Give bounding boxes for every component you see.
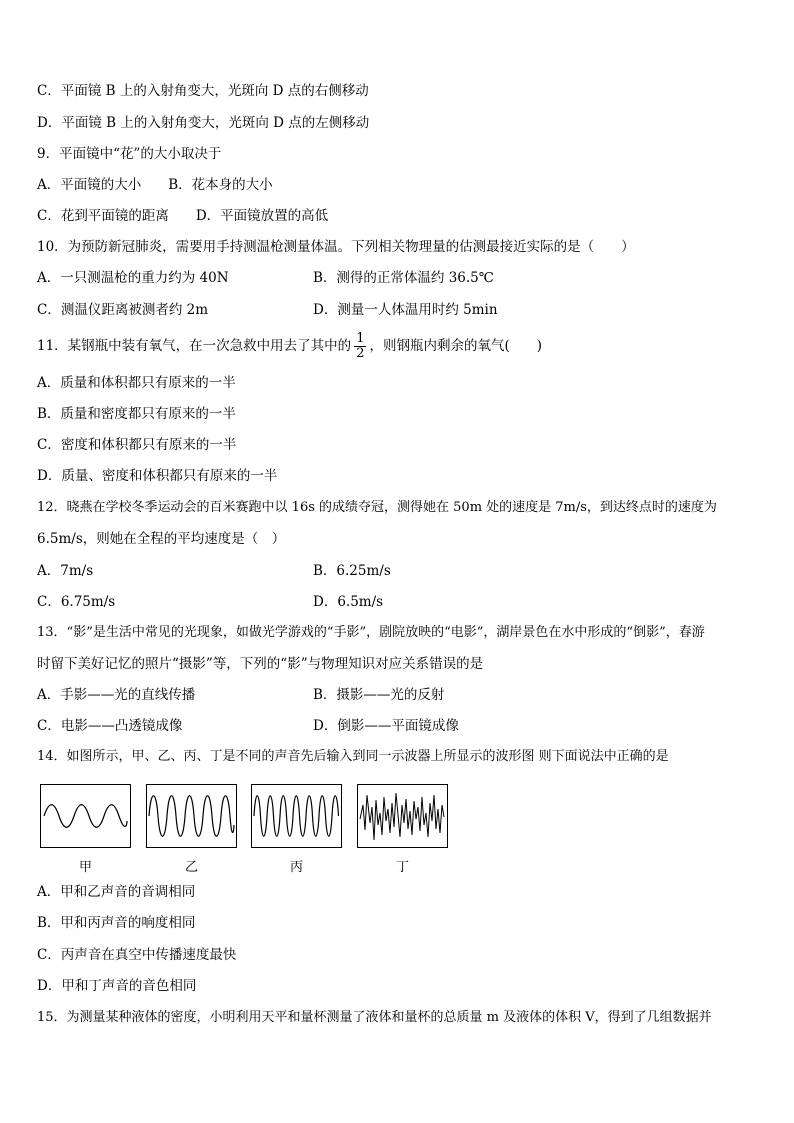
question-14-option-c: C．丙声音在真空中传播速度最快 (37, 947, 237, 963)
waveform-label-yi: 乙 (184, 860, 198, 875)
waveform-jia-line (44, 805, 127, 828)
fraction-denominator: 2 (356, 346, 365, 361)
question-11-option-d: D．质量、密度和体积都只有原来的一半 (37, 468, 278, 484)
question-10-option-d: D．测量一人体温用时约 5min (313, 302, 498, 318)
waveform-yi (146, 784, 237, 848)
waveform-label-jia: 甲 (78, 860, 92, 875)
question-9-options-ab: A．平面镜的大小 B．花本身的大小 (37, 177, 273, 193)
question-10-option-a: A．一只测温枪的重力约为 40N (37, 270, 229, 286)
option-d-q8: D．平面镜 B 上的入射角变大，光斑向 D 点的左侧移动 (37, 115, 370, 131)
waveform-ding-line (360, 793, 444, 840)
question-10-option-b: B．测得的正常体温约 36.5℃ (313, 270, 494, 286)
question-11 (37, 328, 542, 364)
question-9: 9．平面镜中“花”的大小取决于 (37, 146, 222, 162)
waveform-label-ding: 丁 (395, 860, 409, 875)
waveform-label-bing: 丙 (289, 860, 303, 875)
question-12-option-d: D．6.5m/s (313, 594, 384, 610)
question-13-option-a: A．手影——光的直线传播 (37, 687, 196, 703)
question-11-option-b: B．质量和密度都只有原来的一半 (37, 406, 236, 422)
question-11-text: 11．某钢瓶中装有氧气，在一次急救中用去了其中的 (37, 338, 352, 354)
waveform-yi-line (149, 796, 234, 837)
question-9-options-cd: C．花到平面镜的距离 D．平面镜放置的高低 (37, 208, 329, 224)
waveform-jia (40, 784, 131, 848)
question-12-line-1: 12．晓燕在学校冬季运动会的百米赛跑中以 16s 的成绩夺冠，测得她在 50m 处的速度是 7m/s，到达终点时的速度为 (37, 500, 717, 515)
question-11-text-end: ，则钢瓶内剩余的氧气( ) (369, 338, 543, 354)
question-14-option-b: B．甲和丙声音的响度相同 (37, 915, 196, 931)
question-13-option-b: B．摄影——光的反射 (313, 687, 445, 703)
question-12-option-a: A．7m/s (37, 563, 94, 579)
question-15: 15．为测量某种液体的密度，小明利用天平和量杯测量了液体和量杯的总质量 m 及液体的体积 V，得到了几组数据并 (37, 1010, 712, 1025)
question-11-option-c: C．密度和体积都只有原来的一半 (37, 437, 237, 453)
question-13-line-2: 时留下美好记忆的照片“摄影”等，下列的“影”与物理知识对应关系错误的是 (37, 656, 484, 672)
question-10-option-c: C．测温仪距离被测者约 2m (37, 302, 209, 318)
waveform-bing (251, 784, 342, 848)
question-10: 10．为预防新冠肺炎，需要用手持测温枪测量体温。下列相关物理量的估测最接近实际的是（ ） (37, 239, 635, 255)
question-14-option-d: D．甲和丁声音的音色相同 (37, 978, 197, 994)
question-14: 14．如图所示，甲、乙、丙、丁是不同的声音先后输入到同一示波器上所显示的波形图 则下面说法中正确的是 (37, 749, 669, 764)
question-13-option-c: C．电影——凸透镜成像 (37, 718, 183, 734)
question-13-option-d: D．倒影——平面镜成像 (313, 718, 459, 734)
question-12-option-b: B．6.25m/s (313, 563, 391, 579)
question-13-line-1: 13．“影”是生活中常见的光现象，如做光学游戏的“手影”，剧院放映的“电影”，湖岸景色在水中形成的“倒影”，春游 (37, 625, 705, 640)
question-12-line-2: 6.5m/s，则她在全程的平均速度是（ ） (37, 531, 286, 547)
option-c-q8: C．平面镜 B 上的入射角变大，光斑向 D 点的右侧移动 (37, 83, 369, 99)
fraction-one-half (354, 332, 366, 361)
question-12-option-c: C．6.75m/s (37, 594, 116, 610)
question-14-option-a: A．甲和乙声音的音调相同 (37, 884, 196, 900)
question-11-option-a: A．质量和体积都只有原来的一半 (37, 375, 236, 391)
waveform-ding (357, 784, 448, 848)
fraction-numerator: 1 (356, 331, 365, 346)
waveform-bing-line (254, 796, 339, 837)
